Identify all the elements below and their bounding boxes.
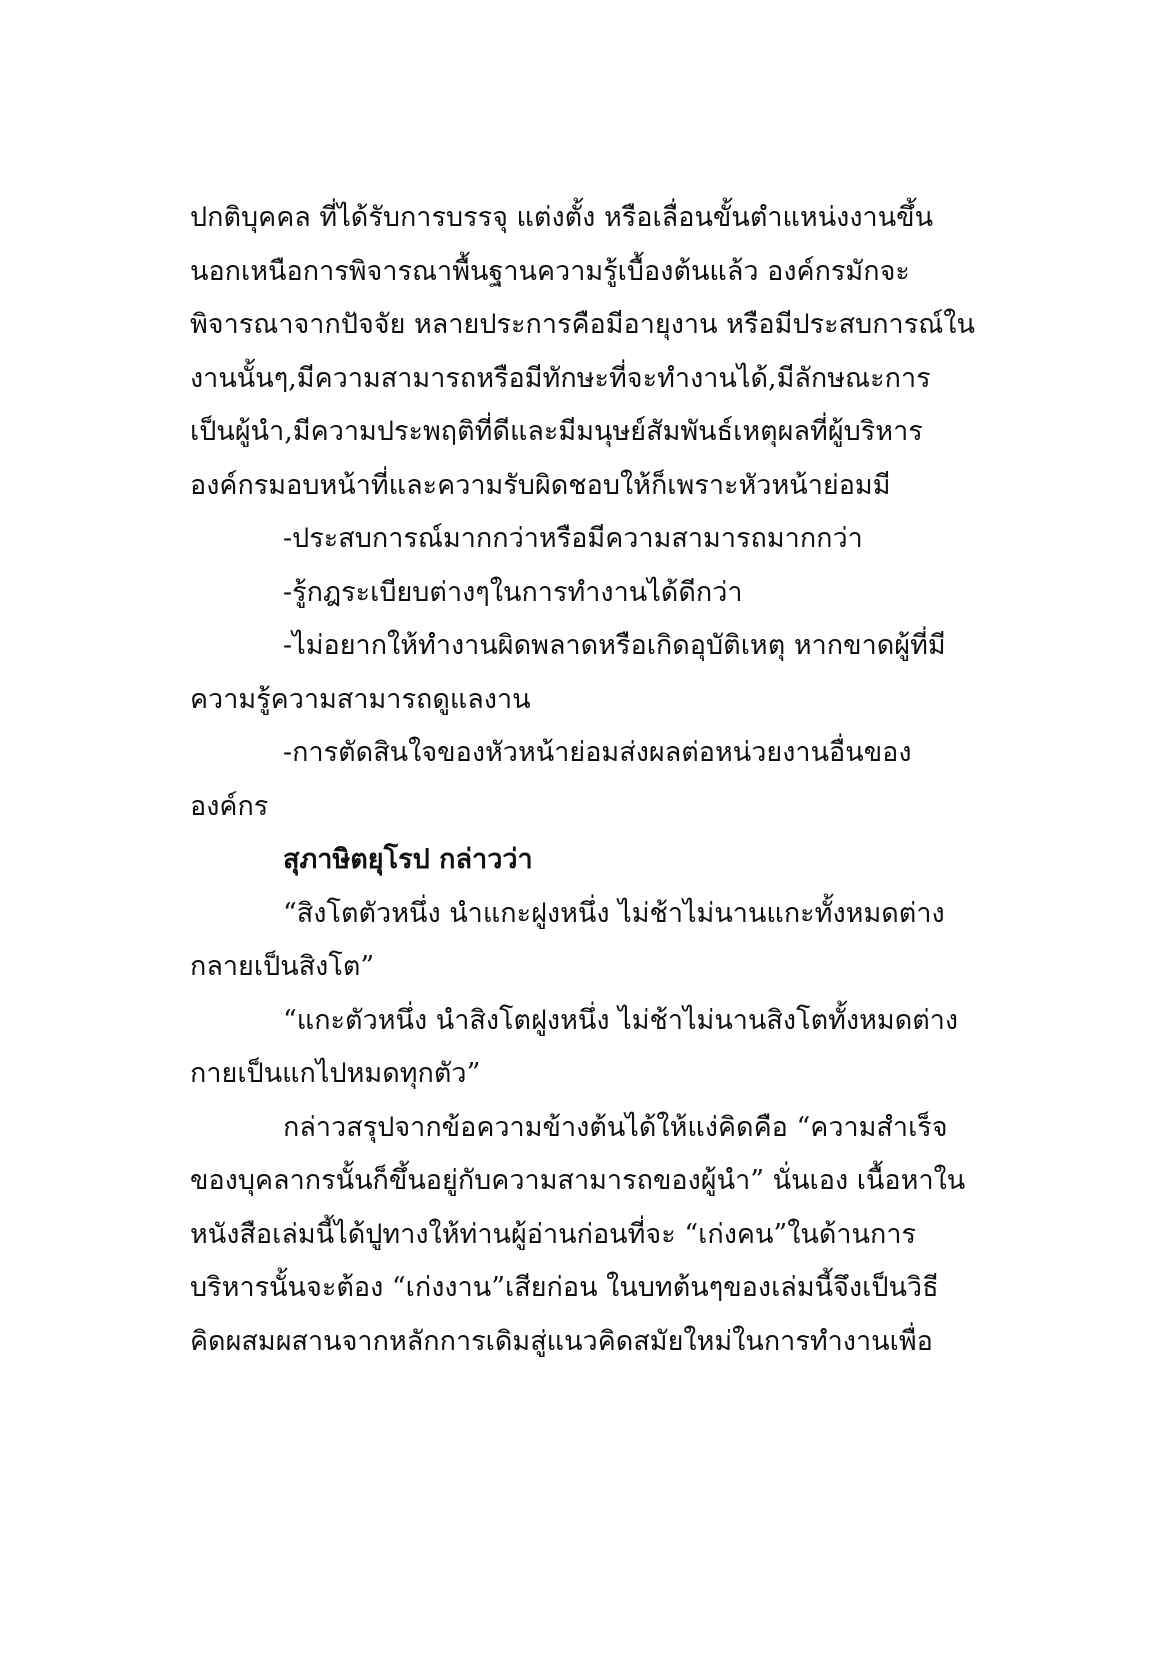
text-line: หนังสือเล่มนี้ได้ปูทางให้ท่านผู้อ่านก่อนที่จะ “เก่งคน”ในด้านการ — [190, 1218, 917, 1250]
quote-line: “แกะตัวหนึ่ง นำสิงโตฝูงหนึ่ง ไม่ช้าไม่นานสิงโตทั้งหมดต่าง — [283, 1004, 959, 1036]
quote-line: กลายเป็นสิงโต” — [190, 951, 375, 982]
text-line: ปกติบุคคล ที่ได้รับการบรรจุ แต่งตั้ง หรือเลื่อนขั้นตำแหน่งงานขึ้น — [190, 202, 934, 233]
text-line: ของบุคลากรนั้นก็ขึ้นอยู่กับความสามารถของผู้นำ” นั่นเอง เนื้อหาใน — [190, 1165, 966, 1196]
text-line: งานนั้นๆ,มีความสามารถหรือมีทักษะที่จะทำงานได้,มีลักษณะการ — [190, 362, 931, 394]
text-line: องค์กร — [190, 790, 269, 822]
text-line: กล่าวสรุปจากข้อความข้างต้นได้ให้แง่คิดคือ “ความสำเร็จ — [283, 1111, 948, 1143]
text-line: คิดผสมผสานจากหลักการเดิมสู่แนวคิดสมัยใหม่ในการทำงานเพื่อ — [190, 1325, 933, 1357]
text-line: เป็นผู้นำ,มีความประพฤติที่ดีและมีมนุษย์สัมพันธ์เหตุผลที่ผู้บริหาร — [190, 416, 923, 447]
quote-line: กายเป็นแกไปหมดทุกตัว” — [190, 1058, 481, 1089]
bullet-line: -ไม่อยากให้ทำงานผิดพลาดหรือเกิดอุบัติเหตุ หากขาดผู้ที่มี — [283, 630, 946, 661]
text-line: ความรู้ความสามารถดูแลงาน — [190, 683, 531, 715]
bullet-line: -รู้กฎระเบียบต่างๆในการทำงานได้ดีกว่า — [283, 576, 743, 608]
quote-line: “สิงโตตัวหนึ่ง นำแกะฝูงหนึ่ง ไม่ช้าไม่นานแกะทั้งหมดต่าง — [283, 897, 945, 929]
bullet-line: -ประสบการณ์มากกว่าหรือมีความสามารถมากกว่า — [283, 523, 863, 554]
text-line: นอกเหนือการพิจารณาพื้นฐานความรู้เบื้องต้นแล้ว องค์กรมักจะ — [190, 255, 910, 287]
text-line: องค์กรมอบหน้าที่และความรับผิดชอบให้ก็เพราะหัวหน้าย่อมมี — [190, 469, 891, 501]
text-line: บริหารนั้นจะต้อง “เก่งงาน”เสียก่อน ในบทต้นๆของเล่มนี้จึงเป็นวิธี — [190, 1272, 939, 1303]
text-line: พิจารณาจากปัจจัย หลายประการคือมีอายุงาน หรือมีประสบการณ์ใน — [190, 309, 975, 340]
section-heading: สุภาษิตยุโรป กล่าวว่า — [283, 844, 533, 875]
bullet-line: -การตัดสินใจของหัวหน้าย่อมส่งผลต่อหน่วยงานอื่นของ — [283, 737, 912, 768]
